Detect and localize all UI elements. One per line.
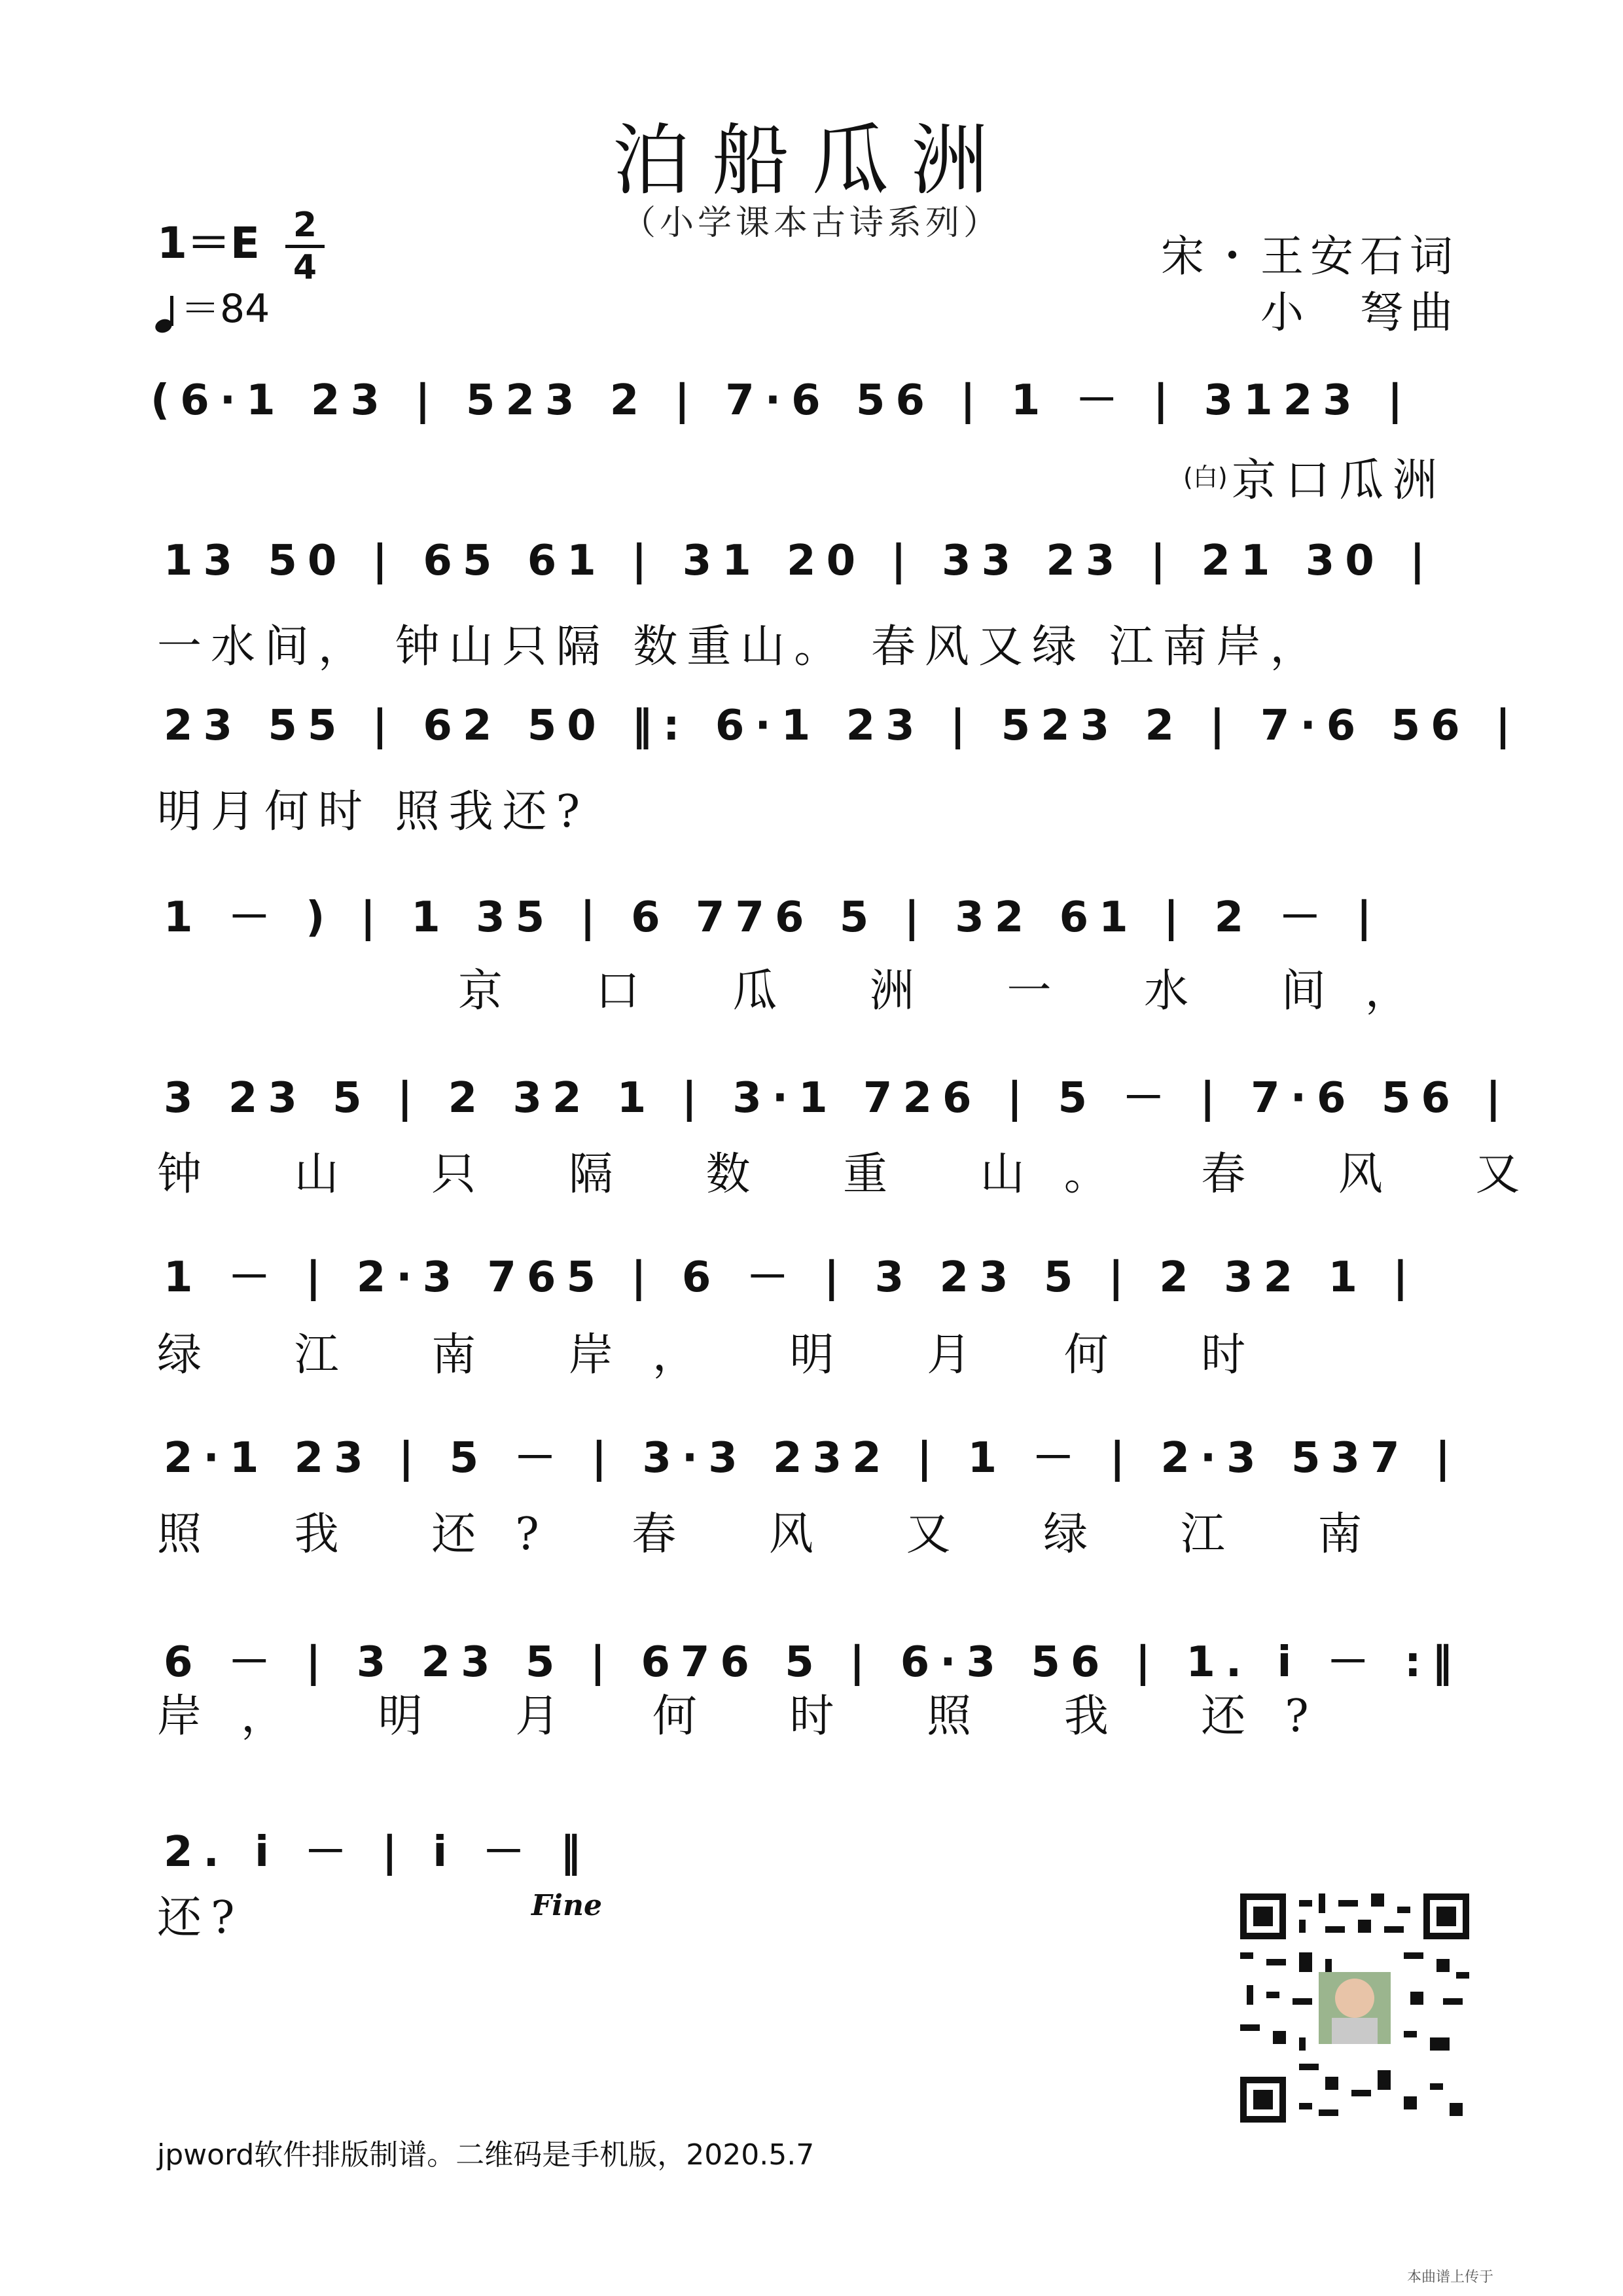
time-signature-bottom: 4 [293,248,317,287]
lyrics-row-1: 京口瓜洲 [1232,455,1447,507]
lyrics-row-6: 绿 江 南 岸， 明 月 何 时 [157,1329,1285,1381]
lyrics-row-7: 照 我 还? 春 风 又 绿 江 南 [157,1509,1402,1560]
lyrics-row-3: 明月何时 照我还? [157,786,590,838]
score-row-7: 2·1 23 | 5 － | 3·3 232 | 1 － | 2·3 537 | [164,1434,1461,1482]
score-row-8: 6 － | 3 23 5 | 676 5 | 6·3 56 | 1. i － :‖ [164,1638,1463,1687]
lyrics-row-2: 一水间， 钟山只隔 数重山。 春风又绿 江南岸， [157,621,1324,673]
subtitle: （小学课本古诗系列） [621,204,1001,243]
score-row-5: 3 23 5 | 2 32 1 | 3·1 726 | 5 － | 7·6 56 | [164,1074,1512,1122]
score-row-1: (6·1 23 | 523 2 | 7·6 56 | 1 － | 3123 | [151,376,1414,425]
time-signature-top: 2 [293,206,317,245]
score-row-6: 1 － | 2·3 765 | 6 － | 3 23 5 | 2 32 1 | [164,1253,1419,1302]
watermark: 本曲谱上传于 [1407,2269,1494,2286]
score-row-3: 23 55 | 62 50 ‖: 6·1 23 | 523 2 | 7·6 56 | [164,702,1522,750]
lyrics-row-9: 还? [157,1892,244,1944]
spoken-marker: (白) [1183,463,1228,492]
composer: 小 弩曲 [1260,287,1459,338]
footer-note: jpword软件排版制谱。二维码是手机版，2020.5.7 [157,2138,815,2172]
qr-code-icon [1240,1893,1469,2123]
score-row-9: 2. i － | i － ‖ [164,1828,592,1876]
tempo-value: ＝84 [181,286,270,332]
lyricist: 宋・王安石词 [1161,231,1459,281]
key-signature: 1＝E [157,218,260,268]
lyrics-row-5: 钟 山 只 隔 数 重 山。 春 风 又 [157,1149,1560,1200]
page-title: 泊船瓜洲 [612,115,1010,206]
score-row-4: 1 － ) | 1 35 | 6 776 5 | 32 61 | 2 － | [164,893,1383,942]
lyrics-row-4: 京 口 瓜 洲 一 水 间， [458,965,1449,1017]
lyrics-row-8: 岸， 明 月 何 时 照 我 还? [157,1691,1348,1742]
score-row-2: 13 50 | 65 61 | 31 20 | 33 23 | 21 30 | [164,537,1436,585]
fine-mark: Fine [531,1889,602,1922]
